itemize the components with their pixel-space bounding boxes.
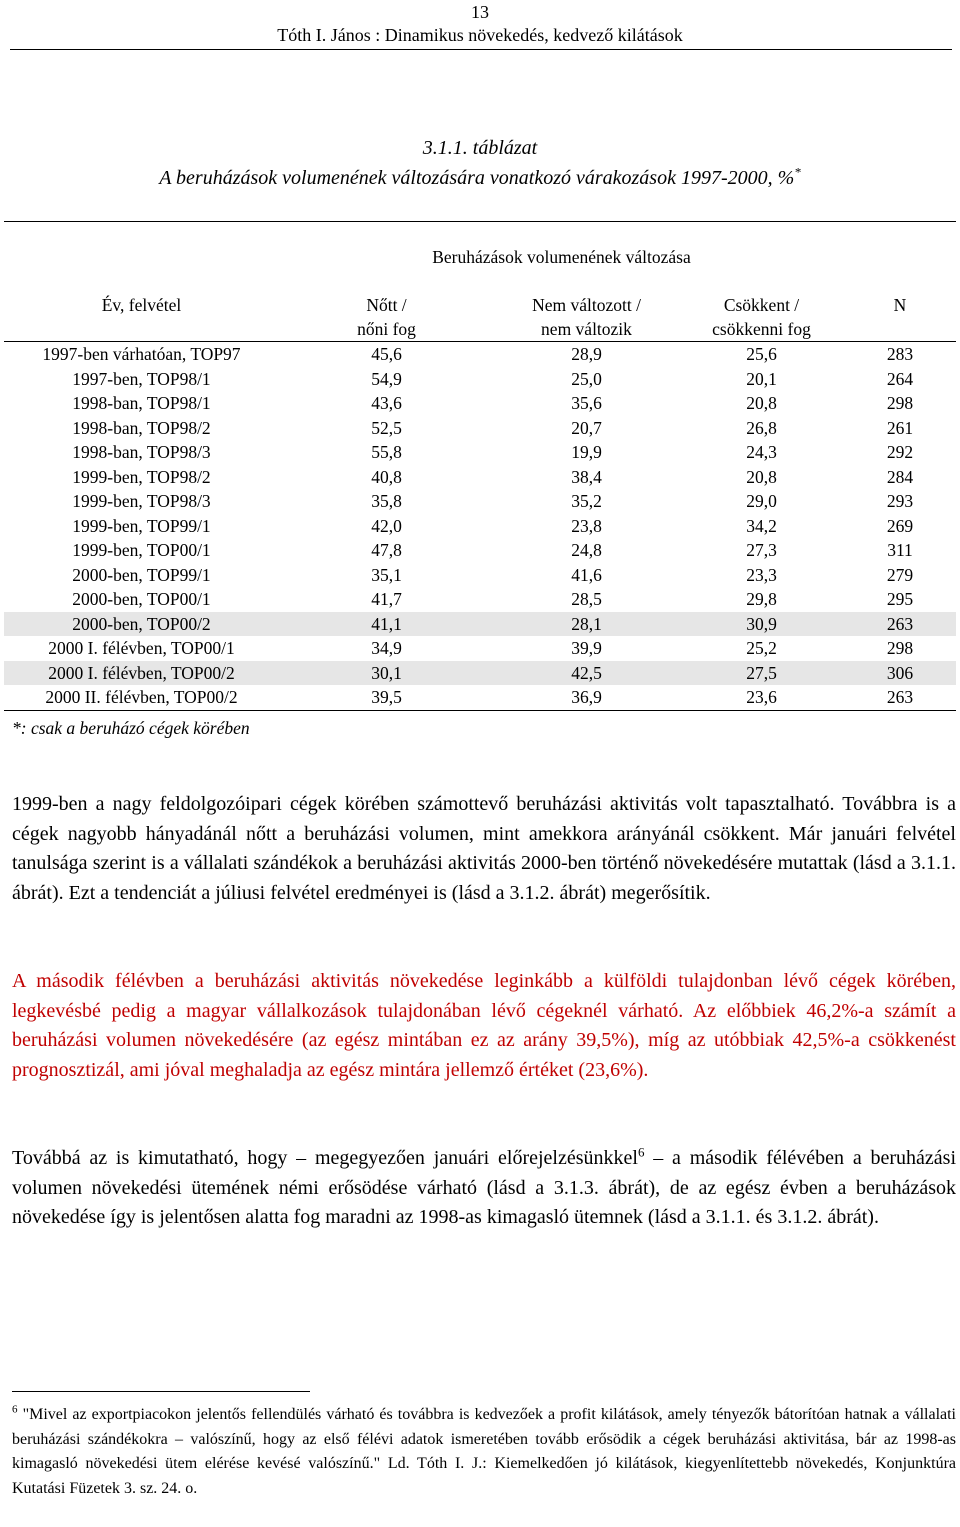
value-cell: 293	[886, 491, 914, 512]
row-label-cell: 1998-ban, TOP98/3	[72, 442, 211, 463]
value-cell: 23,8	[571, 515, 602, 536]
value-cell: 298	[886, 638, 914, 659]
value-cell: 41,1	[279, 612, 494, 637]
value-cell: 25,6	[746, 344, 777, 365]
value-cell: 20,1	[746, 368, 777, 389]
table-row	[4, 538, 956, 563]
value-cell: 54,9	[371, 368, 402, 389]
table-row	[4, 367, 956, 392]
table-caption	[0, 133, 960, 193]
column-header-line2: csökkenni fog	[712, 319, 811, 339]
row-label-cell: 1998-ban, TOP98/1	[72, 393, 211, 414]
page-header	[0, 0, 960, 47]
table-number: 3.1.1. táblázat	[422, 137, 538, 159]
value-cell: 36,9	[494, 685, 679, 710]
value-cell: 306	[844, 661, 956, 686]
column-header	[279, 293, 494, 342]
table-row	[4, 440, 956, 465]
table-row	[4, 342, 956, 367]
paragraph-3-after: – a második félévében a beruházási volumen növekedési ütemének némi erősödése várható (lásd a 3.1.3. ábrát), de az egész évben a beruházások növekedése így is jelentősen alatta fog maradni az 1998-as kimagasló ütemnek (lásd a 3.1.1. és 3.1.2. ábrát).	[12, 1147, 956, 1228]
value-cell: 311	[887, 540, 913, 561]
value-cell: 279	[886, 564, 914, 585]
row-label-cell: 1999-ben, TOP98/2	[72, 466, 211, 487]
value-cell: 43,6	[371, 393, 402, 414]
row-label-cell: 2000 I. félévben, TOP00/1	[48, 638, 235, 659]
row-label-cell: 2000-ben, TOP99/1	[72, 564, 211, 585]
value-cell: 52,5	[371, 417, 402, 438]
table-title: A beruházások volumenének változására vonatkozó várakozások 1997-2000, %	[159, 167, 795, 189]
value-cell: 45,6	[371, 344, 402, 365]
value-cell: 30,9	[679, 612, 844, 637]
page-number: 13	[471, 2, 489, 22]
header-rule	[10, 49, 952, 50]
value-cell: 269	[886, 515, 914, 536]
column-header	[844, 293, 956, 342]
value-cell: 24,8	[571, 540, 602, 561]
value-cell: 34,9	[371, 638, 402, 659]
column-header-line2: nőni fog	[357, 319, 416, 339]
footnote-mark: 6	[12, 1403, 18, 1416]
value-cell: 25,0	[571, 368, 602, 389]
value-cell: 20,8	[746, 393, 777, 414]
value-cell: 35,8	[371, 491, 402, 512]
value-cell: 27,3	[746, 540, 777, 561]
table-top-rule	[4, 221, 956, 222]
column-header-line1: Év, felvétel	[101, 295, 182, 315]
column-header	[494, 293, 679, 342]
column-header-line1: Nem változott /	[532, 295, 641, 315]
column-header-line1: N	[893, 295, 907, 315]
row-label-cell: 2000 II. félévben, TOP00/2	[4, 685, 279, 710]
value-cell: 39,9	[571, 638, 602, 659]
value-cell: 284	[886, 466, 914, 487]
paragraph-3-before: Továbbá az is kimutatható, hogy – megegyezően januári előrejelzésünkkel	[12, 1147, 638, 1169]
group-header: Beruházások volumenének változása	[432, 247, 691, 267]
paragraph-3	[12, 1144, 956, 1233]
row-label-cell: 1998-ban, TOP98/2	[72, 417, 211, 438]
table-row	[4, 587, 956, 612]
header-spacer	[4, 275, 956, 293]
value-cell: 23,3	[746, 564, 777, 585]
row-label-cell: 1999-ben, TOP99/1	[72, 515, 211, 536]
value-cell: 27,5	[679, 661, 844, 686]
column-header-line2: nem változik	[541, 319, 632, 339]
value-cell: 264	[886, 368, 914, 389]
table-row	[4, 514, 956, 539]
value-cell: 26,8	[746, 417, 777, 438]
value-cell: 55,8	[371, 442, 402, 463]
table-row	[4, 465, 956, 490]
table-row	[4, 563, 956, 588]
value-cell: 298	[886, 393, 914, 414]
value-cell: 28,1	[494, 612, 679, 637]
row-label-cell: 1999-ben, TOP00/1	[72, 540, 211, 561]
value-cell: 30,1	[279, 661, 494, 686]
row-label-cell: 1999-ben, TOP98/3	[72, 491, 211, 512]
value-cell: 295	[886, 589, 914, 610]
value-cell: 34,2	[746, 515, 777, 536]
value-cell: 263	[844, 612, 956, 637]
expectations-table	[4, 247, 956, 711]
value-cell: 20,8	[746, 466, 777, 487]
row-label-cell: 1997-ben, TOP98/1	[72, 368, 211, 389]
value-cell: 41,7	[371, 589, 402, 610]
table-title-mark: *	[794, 164, 801, 180]
value-cell: 42,0	[371, 515, 402, 536]
column-header-row	[4, 293, 956, 342]
value-cell: 263	[844, 685, 956, 710]
table-row	[4, 685, 956, 710]
footnote-text: "Mivel az exportpiacokon jelentős fellendülés várható és továbbra is kedvezőek a profit kilátások, amely tényezők bátorítóan hatnak a vállalati beruházási szándékokra – valószínű, hogy az első félévi adatok ismeretében tovább erősödik a cégek beruházási aktivitása, bár az 1998-as kimagasló növekedési ütem elérése kevésé valószínű." Ld. Tóth I. J.: Kiemelkedően jó kilátások, kiegyenlítettebb növekedés, Konjunktúra Kutatási Füzetek 3. sz. 24. o.	[12, 1406, 956, 1497]
table-row	[4, 391, 956, 416]
column-header	[4, 293, 279, 342]
value-cell: 25,2	[746, 638, 777, 659]
footnote-rule	[12, 1391, 310, 1392]
value-cell: 28,9	[571, 344, 602, 365]
footnote	[12, 1403, 956, 1501]
value-cell: 35,6	[571, 393, 602, 414]
value-cell: 261	[886, 417, 914, 438]
row-label-cell: 2000 I. félévben, TOP00/2	[4, 661, 279, 686]
column-header-line1: Nőtt /	[366, 295, 407, 315]
row-label-cell: 1997-ben várhatóan, TOP97	[42, 344, 241, 365]
value-cell: 20,7	[571, 417, 602, 438]
value-cell: 39,5	[279, 685, 494, 710]
table-note: *: csak a beruházó cégek körében	[12, 718, 250, 738]
row-label-cell: 2000-ben, TOP00/2	[4, 612, 279, 637]
group-header-empty	[4, 247, 279, 275]
table-row	[4, 416, 956, 441]
value-cell: 38,4	[571, 466, 602, 487]
value-cell: 29,8	[746, 589, 777, 610]
value-cell: 28,5	[571, 589, 602, 610]
table-row	[4, 636, 956, 661]
value-cell: 47,8	[371, 540, 402, 561]
value-cell: 292	[886, 442, 914, 463]
group-header-empty-n	[844, 247, 956, 275]
value-cell: 40,8	[371, 466, 402, 487]
value-cell: 19,9	[571, 442, 602, 463]
row-label-cell: 2000-ben, TOP00/1	[72, 589, 211, 610]
paragraph-1: 1999-ben a nagy feldolgozóipari cégek körében számottevő beruházási aktivitás volt tapasztalható. Továbbra is a cégek nagyobb hányadánál nőtt a beruházási volumen, mint amekkora arányánál csökkent. Már januári felvétel tanulsága szerint is a vállalati szándékok a beruházási aktivitás 2000-ben történő növekedésére mutattak (lásd a 3.1.1. ábrát). Ezt a tendenciát a júliusi felvétel eredményei is (lásd a 3.1.2. ábrát) megerősítik.	[12, 793, 956, 904]
value-cell: 35,1	[371, 564, 402, 585]
value-cell: 23,6	[679, 685, 844, 710]
table-title-line	[0, 163, 960, 193]
running-title: Tóth I. János : Dinamikus növekedés, kedvező kilátások	[277, 25, 683, 45]
value-cell: 42,5	[494, 661, 679, 686]
value-cell: 29,0	[746, 491, 777, 512]
value-cell: 283	[886, 344, 914, 365]
table-body	[4, 342, 956, 711]
column-header	[679, 293, 844, 342]
paragraph-2: A második félévben a beruházási aktivitás növekedése leginkább a külföldi tulajdonban lévő cégek körében, legkevésbé pedig a magyar vállalkozások tulajdonában lévő cégeknél várható. Az előbbiek 46,2%-a számít a beruházási volumen növekedésére (az egész mintában ez az arány 39,5%), míg az utóbbiak 42,5%-a csökkenést prognosztizál, ami jóval meghaladja az egész mintára jellemző értéket (23,6%).	[12, 970, 956, 1081]
value-cell: 24,3	[746, 442, 777, 463]
value-cell: 41,6	[571, 564, 602, 585]
value-cell: 35,2	[571, 491, 602, 512]
table-row	[4, 661, 956, 686]
column-header-line1: Csökkent /	[723, 295, 800, 315]
table-row	[4, 489, 956, 514]
table-row	[4, 612, 956, 637]
footnote-ref: 6	[637, 1144, 645, 1160]
